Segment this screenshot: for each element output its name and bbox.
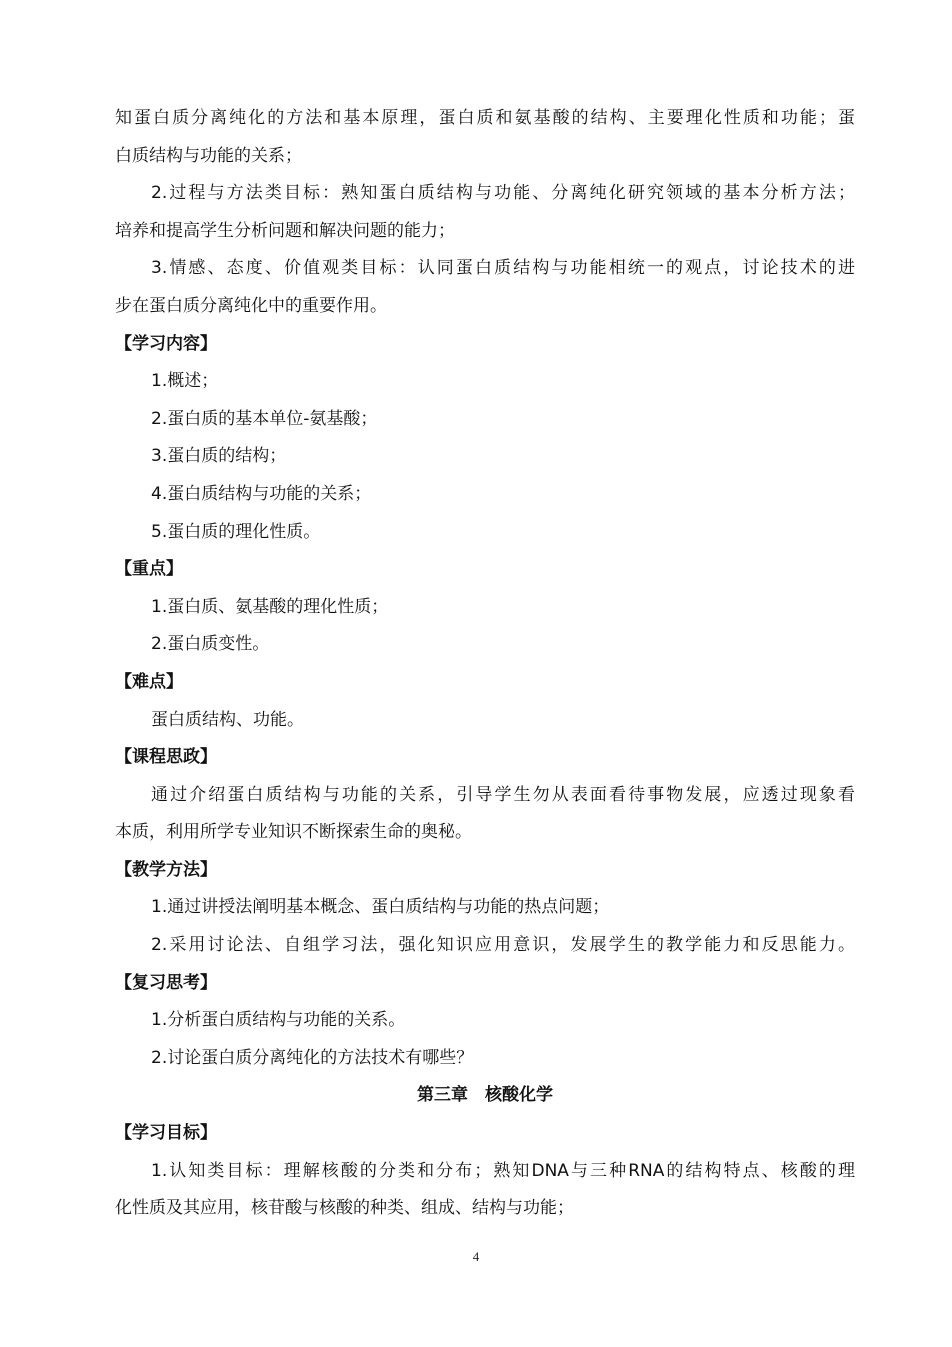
page-number: 4: [472, 1249, 480, 1264]
paragraph-line-indented: 1.蛋白质、氨基酸的理化性质；: [151, 596, 389, 617]
chapter-title: 第三章 核酸化学: [417, 1085, 553, 1106]
section-heading: 【难点】: [115, 671, 183, 692]
paragraph-line-indented: 2.过程与方法类目标：熟知蛋白质结构与功能、分离纯化研究领域的基本分析方法；: [151, 183, 855, 204]
paragraph-line-indented: 1.通过讲授法阐明基本概念、蛋白质结构与功能的热点问题；: [151, 897, 610, 918]
text-line: 本质，利用所学专业知识不断探索生命的奥秘。: [115, 822, 472, 843]
text-line: 步在蛋白质分离纯化中的重要作用。: [115, 295, 387, 316]
paragraph-line-indented: 2.蛋白质变性。: [151, 634, 270, 655]
paragraph-line-indented: 3.蛋白质的结构；: [151, 446, 287, 467]
paragraph-line-indented: 2.蛋白质的基本单位-氨基酸；: [151, 408, 378, 429]
text-line: 培养和提高学生分析问题和解决问题的能力；: [115, 220, 455, 241]
paragraph-line-indented: 3.情感、态度、价值观类目标：认同蛋白质结构与功能相统一的观点，讨论技术的进: [151, 258, 855, 279]
document-body: [115, 101, 855, 1229]
paragraph-line-indented: 5.蛋白质的理化性质。: [151, 521, 321, 542]
section-heading: 【教学方法】: [115, 859, 217, 880]
paragraph-line-indented: 1.概述；: [151, 371, 219, 392]
text-line: 知蛋白质分离纯化的方法和基本原理，蛋白质和氨基酸的结构、主要理化性质和功能；蛋: [115, 108, 855, 128]
section-heading: 【重点】: [115, 559, 183, 580]
text-line: 化性质及其应用，核苷酸与核酸的种类、组成、结构与功能；: [115, 1198, 574, 1219]
paragraph-line-indented: 1.分析蛋白质结构与功能的关系。: [151, 1010, 406, 1031]
paragraph-line-indented: 2.讨论蛋白质分离纯化的方法技术有哪些？: [151, 1047, 474, 1068]
section-heading: 【课程思政】: [115, 747, 217, 768]
paragraph-line-indented: 1.认知类目标：理解核酸的分类和分布；熟知DNA与三种RNA的结构特点、核酸的理: [151, 1160, 855, 1181]
paragraph-line-indented: 蛋白质结构、功能。: [151, 709, 304, 730]
section-heading: 【复习思考】: [115, 972, 217, 993]
paragraph-line-indented: 通过介绍蛋白质结构与功能的关系，引导学生勿从表面看待事物发展，应透过现象看: [151, 784, 855, 805]
paragraph-line-indented: 2.采用讨论法、自组学习法，强化知识应用意识，发展学生的教学能力和反思能力。: [151, 935, 855, 956]
paragraph-line-indented: 4.蛋白质结构与功能的关系；: [151, 483, 372, 504]
section-heading: 【学习目标】: [115, 1123, 217, 1144]
text-line: 白质结构与功能的关系；: [115, 145, 302, 166]
section-heading: 【学习内容】: [115, 333, 217, 354]
